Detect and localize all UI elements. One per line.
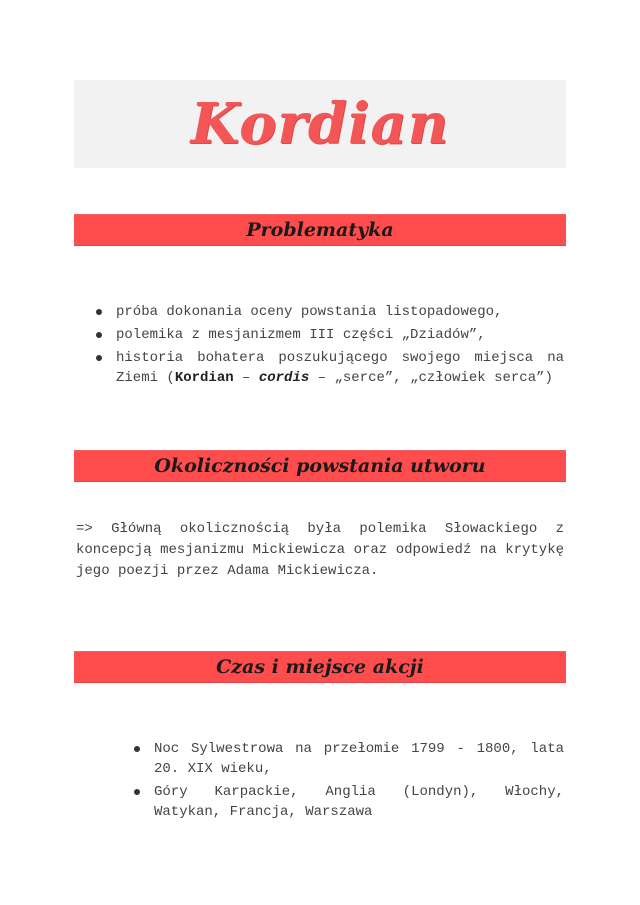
section-heading-text: Czas i miejsce akcji (216, 656, 424, 678)
problematyka-list (116, 302, 564, 391)
section-heading-text: Okoliczności powstania utworu (154, 455, 486, 477)
cordis-italic: cordis (258, 370, 310, 386)
list-item: polemika z mesjanizmem III części „Dziadów”, (116, 325, 564, 345)
list-item: Góry Karpackie, Anglia (Londyn), Włochy, Watykan, Francja, Warszawa (154, 784, 564, 820)
section-heading-text: Problematyka (246, 219, 394, 241)
section-heading-okolicznosci (74, 450, 566, 482)
list-item: Noc Sylwestrowa na przełomie 1799 - 1800, lata 20. XIX wieku, (154, 741, 564, 777)
document-title: Kordian (190, 91, 450, 157)
section-heading-problematyka (74, 214, 566, 246)
list-item: próba dokonania oceny powstania listopadowego, (116, 302, 564, 322)
section-heading-czas (74, 651, 566, 683)
czas-list (154, 739, 564, 825)
list-item (116, 348, 564, 388)
item-text-prefix: historia bohatera poszukującego swojego miejsca na Ziemi ( (116, 350, 564, 386)
okolicznosci-paragraph: => Główną okolicznością była polemika Słowackiego z koncepcją mesjanizmu Mickiewicza oraz odpowiedź na krytykę jego poezji przez Adama Mickiewicza. (76, 521, 564, 579)
item-text-dash: – (233, 370, 259, 386)
kordian-bold: Kordian (174, 370, 234, 386)
item-text-suffix: – „serce”, „człowiek serca”) (309, 370, 553, 386)
title-banner (74, 80, 566, 168)
